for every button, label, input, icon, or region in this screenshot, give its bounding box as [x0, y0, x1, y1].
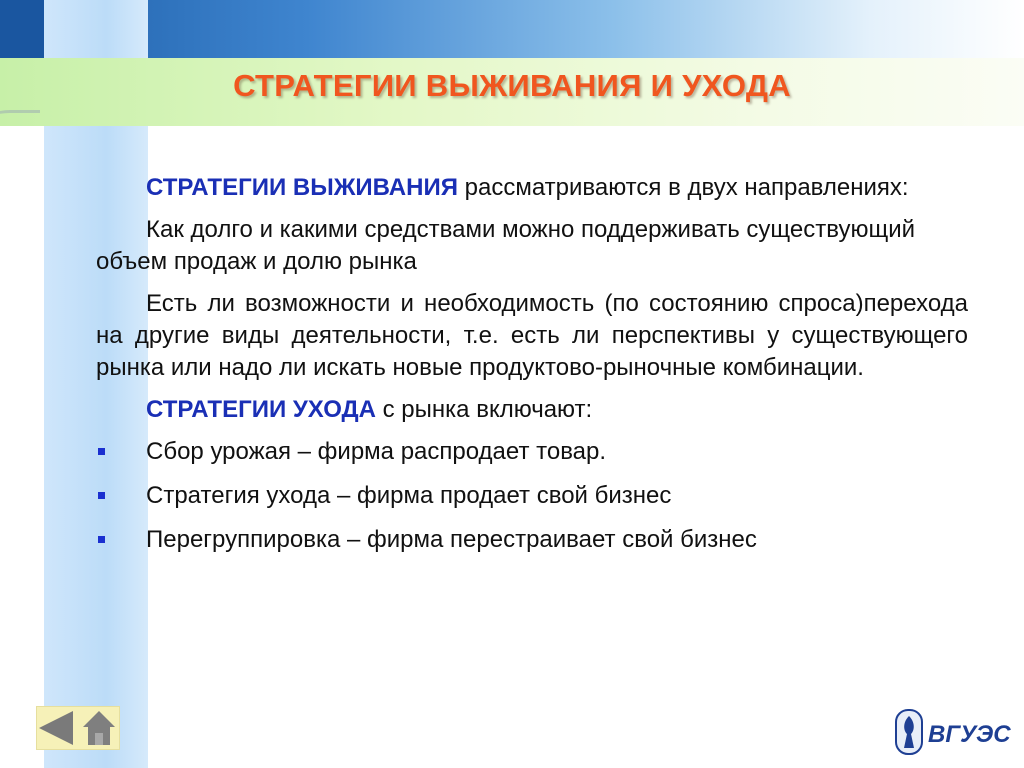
paragraph-direction-2: Есть ли возможности и необходимость (по состоянию спроса)перехода на другие виды деятельности, т.е. есть ли перспективы у существующего рынка или надо ли искать новые продуктово-рыночные комбинации. [96, 290, 968, 381]
slide-title: СТРАТЕГИИ ВЫЖИВАНИЯ И УХОДА [233, 68, 791, 103]
list-item-text: Стратегия ухода – фирма продает свой бизнес [146, 482, 672, 509]
slide-content [96, 172, 968, 568]
emblem-icon [896, 710, 922, 754]
paragraph-exit [96, 394, 968, 426]
list-item [96, 436, 968, 468]
list-item [96, 524, 968, 556]
bullet-square-icon [98, 536, 105, 543]
list-item-text: Перегруппировка – фирма перестраивает свой бизнес [146, 526, 757, 553]
back-arrow-icon[interactable] [39, 711, 73, 745]
paragraph-direction-1: Как долго и какими средствами можно поддерживать существующий объем продаж и долю рынка [96, 216, 916, 275]
header-gradient-band [0, 0, 1024, 60]
navigation-panel [36, 706, 120, 750]
keyword-survival: СТРАТЕГИИ ВЫЖИВАНИЯ [146, 174, 458, 201]
decorative-curve [0, 110, 40, 143]
bullet-square-icon [98, 448, 105, 455]
list-item [96, 480, 968, 512]
paragraph-exit-text: с рынка включают: [375, 396, 593, 423]
university-logo [892, 708, 1012, 756]
paragraph-survival-text: рассматриваются в двух направлениях: [457, 174, 909, 201]
logo-text: ВГУЭС [928, 721, 1011, 748]
bullet-square-icon [98, 492, 105, 499]
keyword-exit: СТРАТЕГИИ УХОДА [146, 396, 376, 423]
list-item-text: Сбор урожая – фирма распродает товар. [146, 438, 607, 465]
paragraph-survival [96, 172, 968, 204]
home-icon[interactable] [81, 709, 117, 747]
corner-decoration [0, 0, 44, 60]
